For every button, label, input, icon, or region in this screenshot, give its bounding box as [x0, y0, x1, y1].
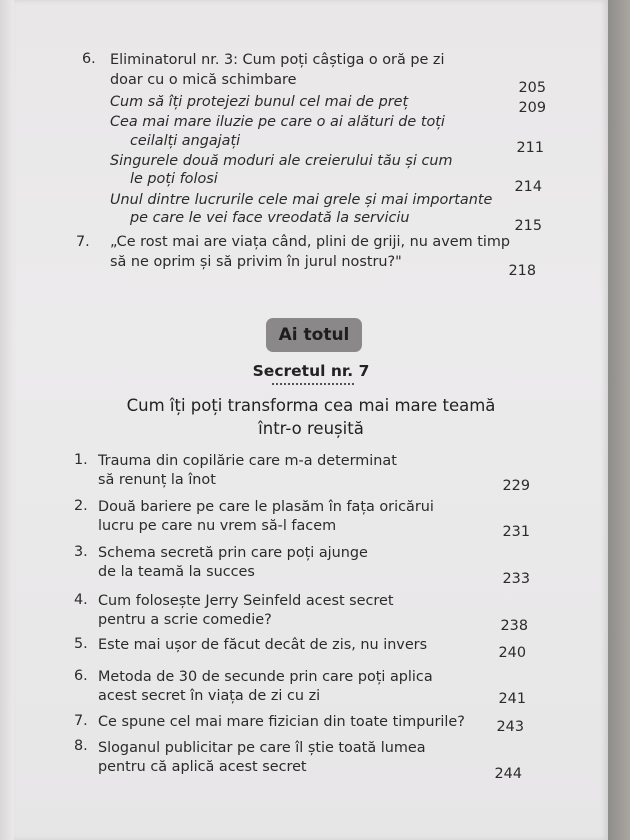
chapter-number: 1.: [74, 452, 88, 468]
chapter-title-line: de la teamă la succes: [98, 564, 255, 580]
chapter-number: 5.: [74, 636, 88, 652]
page-number: 229: [502, 478, 530, 494]
chapter-title-line: să renunț la înot: [98, 472, 216, 488]
entry-title-line: doar cu o mică schimbare: [110, 72, 297, 88]
page-number: 240: [498, 645, 526, 661]
entry-title-line: „Ce rost mai are viața când, plini de griji, nu avem timp: [110, 234, 510, 250]
page-edge-shadow: [608, 0, 630, 840]
page-number: 243: [496, 719, 524, 735]
subentry-title-line: Singurele două moduri ale creierului tău și cum: [110, 153, 453, 169]
chapter-title-line: Ce spune cel mai mare fizician din toate timpurile?: [98, 714, 465, 730]
subtitle-line: într-o reușită: [258, 419, 364, 438]
page-number: 218: [508, 263, 536, 279]
page-number: 241: [498, 691, 526, 707]
chapter-title-line: Sloganul publicitar pe care îl știe toată lumea: [98, 740, 426, 756]
page-number: 233: [502, 571, 530, 587]
page-number: 215: [514, 218, 542, 234]
chapter-title-line: Trauma din copilărie care m-a determinat: [98, 453, 397, 469]
subentry-title-line: le poți folosi: [130, 171, 218, 187]
entry-number: 6.: [82, 51, 96, 67]
book-spine-shadow: [0, 0, 14, 840]
subentry-title-line: pe care le vei face vreodată la serviciu: [130, 210, 410, 226]
subentry-title-line: Cum să îți protejezi bunul cel mai de preț: [110, 94, 409, 110]
page-number: 214: [514, 179, 542, 195]
chapter-number: 3.: [74, 544, 88, 560]
chapter-title-line: Metoda de 30 de secunde prin care poți aplica: [98, 669, 433, 685]
chapter-number: 2.: [74, 498, 88, 514]
chapter-title-line: Două bariere pe care le plasăm în fața oricărui: [98, 499, 434, 515]
entry-title-line: Eliminatorul nr. 3: Cum poți câștiga o oră pe zi: [110, 52, 445, 68]
subentry-title-line: ceilalți angajați: [130, 133, 241, 149]
chapter-title-line: Este mai ușor de făcut decât de zis, nu invers: [98, 637, 428, 653]
secret-subtitle: [14, 394, 608, 440]
subentry-title-line: Cea mai mare iluzie pe care o ai alături de toți: [110, 114, 445, 130]
subentry-title-line: Unul dintre lucrurile cele mai grele și mai importante: [110, 192, 493, 208]
page-number: 211: [516, 140, 544, 156]
heading-dotted-rule: [272, 383, 354, 385]
chapter-number: 8.: [74, 738, 88, 754]
page-number: 231: [502, 524, 530, 540]
secret-heading: Secretul nr. 7: [252, 362, 370, 380]
page-number: 244: [494, 766, 522, 782]
book-page: [14, 0, 608, 840]
chapter-title-line: Schema secretă prin care poți ajunge: [98, 545, 368, 561]
part-badge: Ai totul: [266, 318, 362, 352]
chapter-title-line: lucru pe care nu vrem să-l facem: [98, 518, 337, 534]
page-number: 238: [500, 618, 528, 634]
subtitle-line: Cum îți poți transforma cea mai mare teamă: [126, 396, 496, 415]
chapter-title-line: Cum folosește Jerry Seinfeld acest secret: [98, 593, 394, 609]
page-number: 209: [518, 100, 546, 116]
entry-title-line: să ne oprim și să privim în jurul nostru?": [110, 254, 402, 270]
chapter-number: 7.: [74, 713, 88, 729]
page-number: 205: [518, 80, 546, 96]
chapter-title-line: pentru că aplică acest secret: [98, 759, 307, 775]
chapter-number: 6.: [74, 668, 88, 684]
chapter-number: 4.: [74, 592, 88, 608]
entry-number: 7.: [76, 234, 90, 250]
chapter-title-line: acest secret în viața de zi cu zi: [98, 688, 321, 704]
chapter-title-line: pentru a scrie comedie?: [98, 612, 272, 628]
